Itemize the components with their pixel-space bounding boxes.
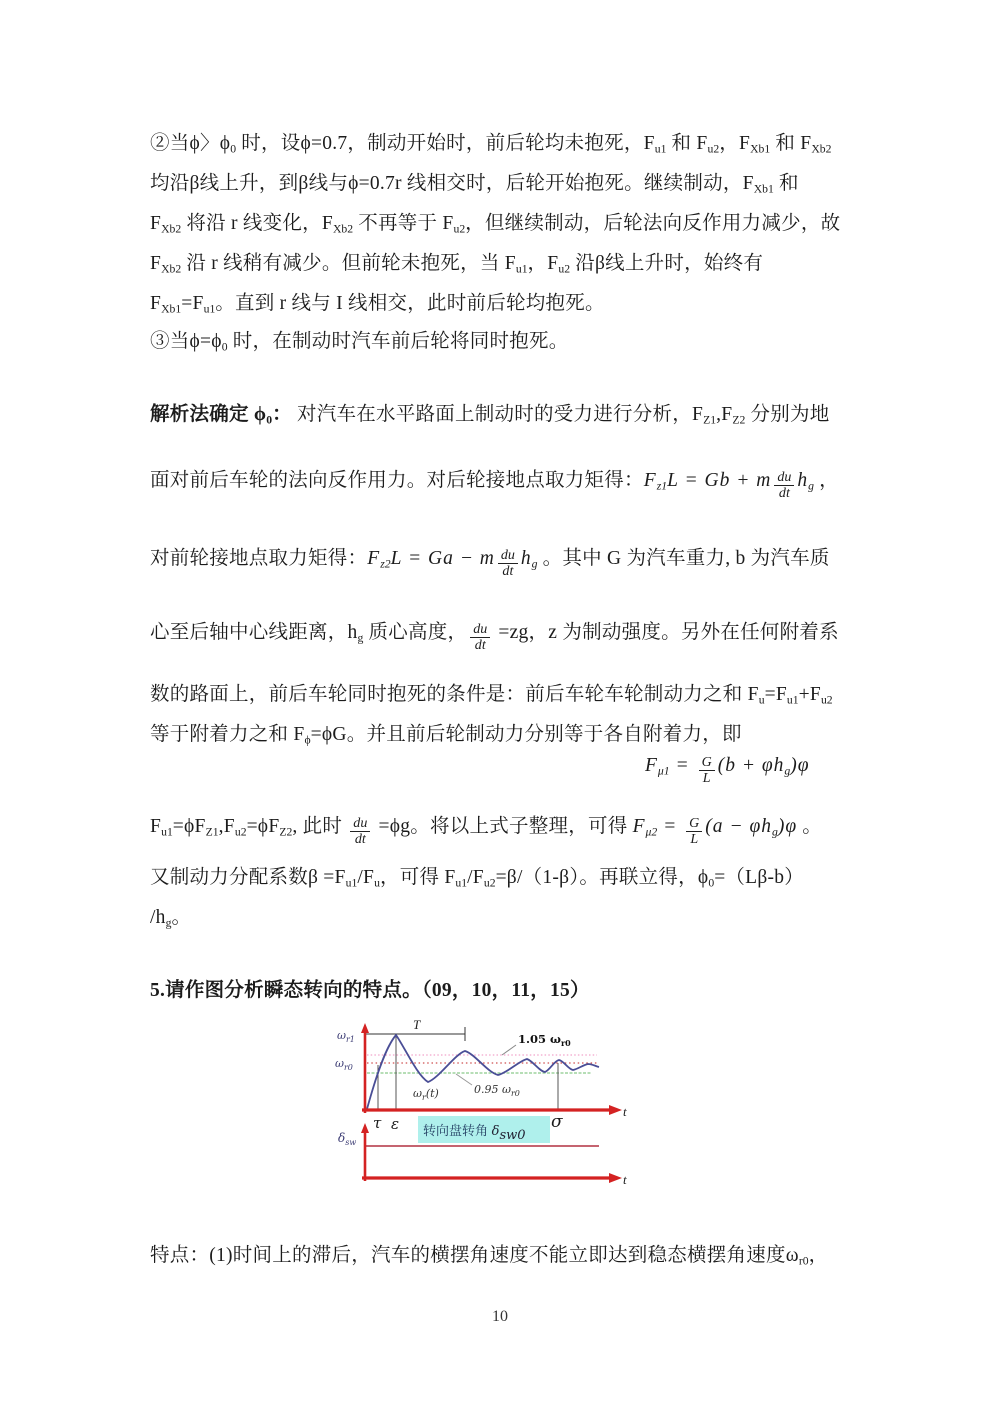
text-line-formula-rear-axle: 面对前后车轮的法向反作用力。对后轮接地点取力矩得：Fz1L = Gb + m $\frac{du}{dt}$ hg ， — [150, 468, 839, 501]
steer-angle-label: 转向盘转角 δsw0 — [423, 1123, 526, 1143]
steer-x-axis-arrow — [609, 1173, 622, 1183]
transient-steering-figure — [335, 1018, 635, 1193]
yaw-t-axis-label: t — [623, 1104, 627, 1119]
figure-svg — [335, 1018, 635, 1193]
text-line-2: 均沿β线上升，到β线与ϕ=0.7r 线相交时，后轮开始抱死。继续制动，$F_{Xb1}$ 和 — [150, 173, 799, 196]
text-line-4: $F_{Xb2}$ 沿 r 线稍有减少。但前轮未抱死，当 $F_{u1}$，$F_{u2}$ 沿β线上升时，始终有 — [150, 253, 764, 276]
hi-label-leader-line — [502, 1045, 516, 1055]
text-line-11: 数的路面上，前后车轮同时抱死的条件是：前后车轮车轮制动力之和 $F_u=F_{u1}+F_{u2}$ — [150, 684, 833, 707]
undershoot-band-label: 0.95 $\omega_{r0}$ — [474, 1083, 520, 1098]
analytic-method-heading-line: 解析法确定 $\phi_0$： 对汽车在水平路面上制动时的受力进行分析，$F_{Z1},F_{Z2}$ 分别为地 — [150, 404, 830, 427]
yaw-rate-chart — [335, 1018, 627, 1133]
epsilon-label: ε — [391, 1115, 400, 1133]
text-line-3: $F_{Xb2}$ 将沿 r 线变化，$F_{Xb2}$ 不再等于 $F_{u2}$，但继续制动，后轮法向反作用力减少，故 — [150, 213, 841, 236]
yaw-x-axis-arrow — [609, 1105, 622, 1115]
text-line-12: 等于附着力之和 $F_\phi=\phi G$。并且前后轮制动力分别等于各自附着力，即 — [150, 724, 742, 747]
formula-Fmu1: Fμ1 = $\frac{G}{L}$ (b + φhg)φ — [645, 753, 810, 786]
steering-angle-chart — [338, 1116, 627, 1187]
tau-label: τ — [373, 1114, 382, 1132]
period-T-label: T — [413, 1018, 421, 1032]
question5-heading: 5.请作图分析瞬态转向的特点。（09，10，11，15） — [150, 980, 590, 1001]
features-line: 特点：(1)时间上的滞后，汽车的横摆角速度不能立即达到稳态横摆角速度$\omega_{r0}$， — [150, 1245, 829, 1268]
text-line-1: ②当ϕ〉$\phi_0$ 时，设ϕ=0.7，制动开始时，前后轮均未抱死，$F_{u1}$ 和 $F_{u2}$，$F_{Xb1}$ 和 $F_{Xb2}$ — [150, 133, 832, 156]
page-number: 10 — [492, 1308, 508, 1325]
text-line-5: $F_{Xb1}=F_{u1}$。直到 r 线与 I 线相交，此时前后轮均抱死。 — [150, 293, 605, 316]
lo-label-leader-line — [456, 1074, 472, 1085]
text-line-16: $/h_g$。 — [150, 907, 192, 930]
steer-t-axis-label: t — [623, 1172, 627, 1187]
text-line-6: ③当$\phi=\phi_0$ 时，在制动时汽车前后轮将同时抱死。 — [150, 331, 569, 354]
curve-label: $\omega_r(t)$ — [413, 1087, 439, 1102]
text-line-14: $F_{u1}=\phi F_{Z1},F_{u2}=\phi F_{Z2}$, 此时 $\frac{du}{dt}$ =ϕg。将以上式子整理，可得 Fμ2 = $\frac{G}{L}$ (a − φhg)φ 。 — [150, 814, 823, 847]
steer-y-axis-arrow — [361, 1123, 369, 1133]
overshoot-band-label: 1.05 $\omega_{r0}$ — [518, 1032, 571, 1048]
yaw-y-axis-arrow — [361, 1023, 369, 1033]
text-line-formula-front-axle: 对前轮接地点取力矩得：Fz2L = Ga − m $\frac{du}{dt}$ hg 。其中 G 为汽车重力, b 为汽车质 — [150, 546, 830, 579]
text-line-15: 又制动力分配系数$\beta =F_{u1}/F_u$，可得 $F_{u1}/F_{u2}=\beta/(1-\beta)$。再联立得，$\phi_0=(L\beta-b)$ — [150, 867, 805, 890]
delta-sw-axis-label: $\delta_{sw}$ — [338, 1131, 357, 1147]
omega-r1-label: $\omega_{r1}$ — [337, 1029, 355, 1044]
omega-r0-label: $\omega_{r0}$ — [335, 1057, 353, 1072]
sigma-label: σ — [551, 1112, 563, 1132]
text-line-10: 心至后轴中心线距离，$h_g$ 质心高度， $\frac{du}{dt}$ =zg，z 为制动强度。另外在任何附着系 — [150, 620, 839, 653]
